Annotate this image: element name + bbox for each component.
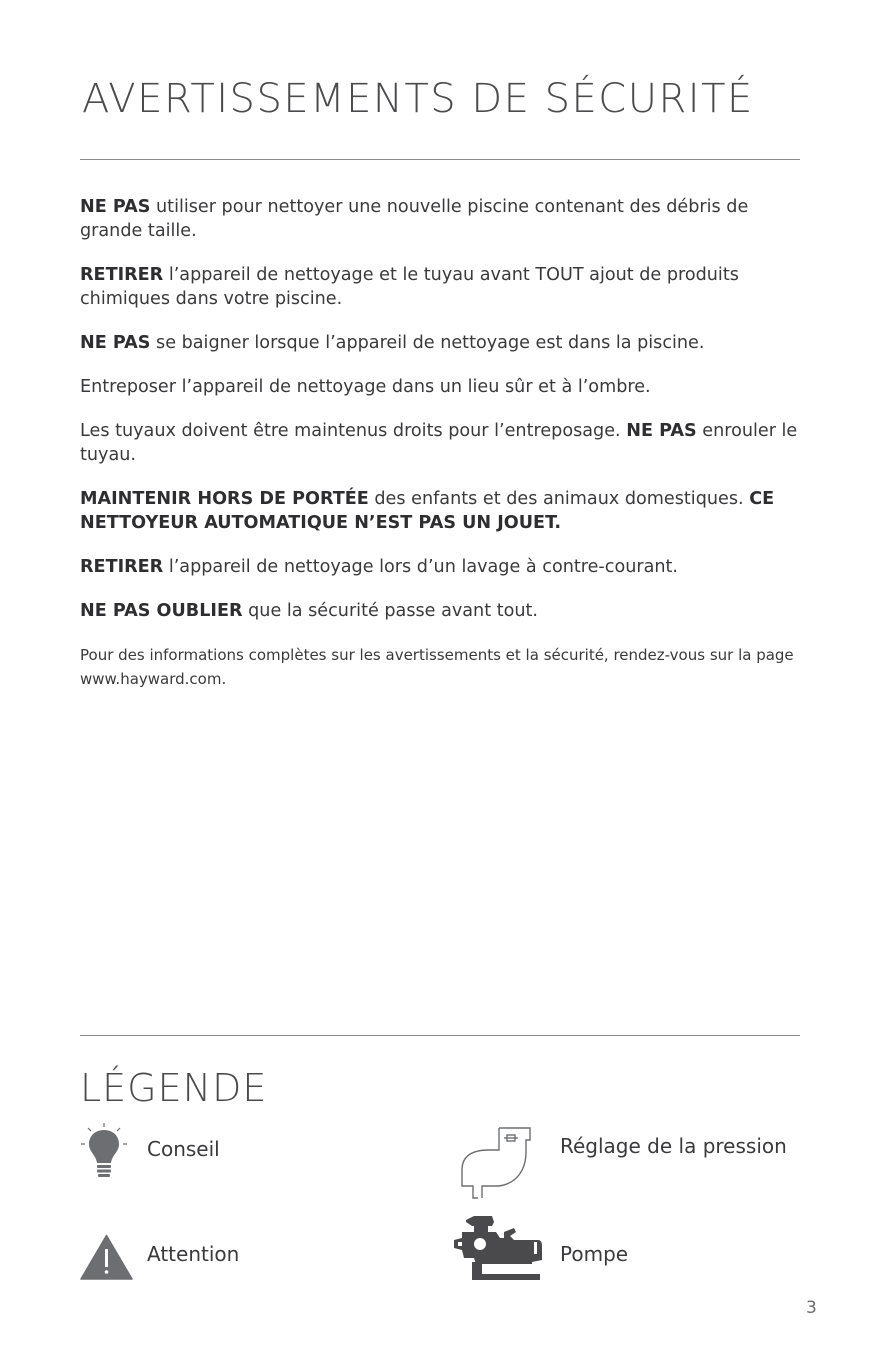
legend-item-tip [80,1122,380,1184]
page-number: 3 [806,1298,817,1318]
warning-triangle-icon [80,1234,133,1280]
warning-item: Entreposer l’appareil de nettoyage dans un lieu sûr et à l’ombre. [80,377,651,397]
legend-item-pressure [458,1126,818,1200]
warning-item: RETIRER l’appareil de nettoyage lors d’un lavage à contre-courant. [80,557,679,577]
warning-item: Les tuyaux doivent être maintenus droits pour l’entreposage. NE PAS enrouler le tuyau. [80,421,798,465]
pressure-regulator-icon [458,1126,532,1200]
legend-title: LÉGENDE [80,1066,268,1110]
title-divider [80,159,800,160]
warning-item: NE PAS se baigner lorsque l’appareil de nettoyage est dans la piscine. [80,333,705,353]
warnings-list [80,195,800,691]
legend-divider [80,1035,800,1036]
warning-item: NE PAS utiliser pour nettoyer une nouvelle piscine contenant des débris de grande taille. [80,197,749,241]
lightbulb-icon [80,1122,130,1182]
legend-label-tip: Conseil [147,1137,220,1161]
warning-item: RETIRER l’appareil de nettoyage et le tuyau avant TOUT ajout de produits chimiques dans votre piscine. [80,265,739,309]
safety-info-note: Pour des informations complètes sur les avertissements et la sécurité, rendez-vous sur la page www.hayward.com. [80,646,794,688]
legend-label-caution: Attention [147,1242,240,1266]
legend-label-pressure: Réglage de la pression [560,1134,787,1158]
warning-item: MAINTENIR HORS DE PORTÉE des enfants et des animaux domestiques. CE NETTOYEUR AUTOMATIQUE N’EST PAS UN JOUET. [80,489,775,533]
legend-item-pump [452,1214,812,1282]
legend-label-pump: Pompe [560,1242,629,1266]
pump-icon [452,1214,544,1282]
page-title: AVERTISSEMENTS DE SÉCURITÉ [82,76,754,122]
legend-item-caution [80,1234,380,1280]
warning-item: NE PAS OUBLIER que la sécurité passe avant tout. [80,601,539,621]
